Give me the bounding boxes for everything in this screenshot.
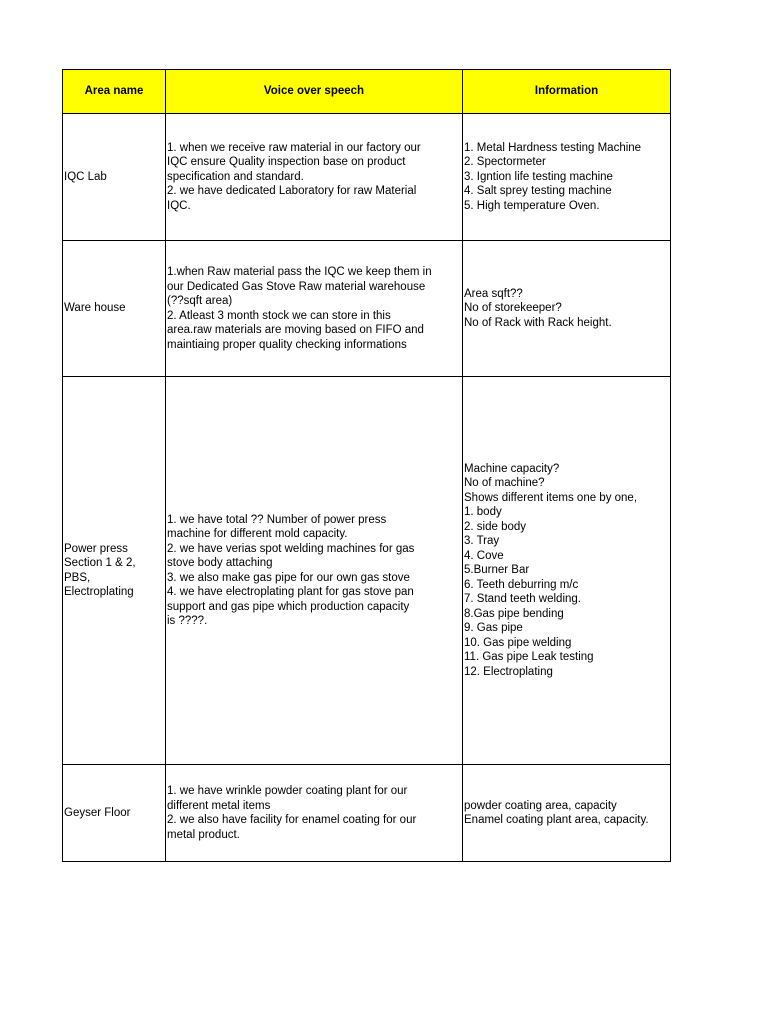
cell-text-line: 3. Igntion life testing machine [464, 170, 613, 183]
cell-text-line: 7. Stand teeth welding. [464, 593, 581, 606]
header-voice-over-speech: Voice over speech [166, 70, 463, 114]
cell-text-line: 6. Teeth deburring m/c [464, 578, 579, 591]
area-info-table [62, 69, 671, 862]
area-name-cell [63, 377, 166, 765]
cell-text-line: powder coating area, capacity [464, 799, 617, 812]
cell-text-line: 1. Metal Hardness testing Machine [464, 141, 642, 154]
header-information: Information [463, 70, 671, 114]
cell-text-line: machine for different mold capacity. [167, 528, 348, 540]
table-row [63, 114, 671, 241]
cell-text-line: 1. when we receive raw material in our factory our [167, 141, 421, 154]
cell-text-line: area.raw materials are moving based on FIFO and [167, 324, 424, 336]
cell-text-line: IQC Lab [64, 170, 107, 183]
cell-text-line: (??sqft area) [167, 295, 233, 307]
cell-text-line: 4. Salt sprey testing machine [464, 185, 612, 198]
cell-text-line: 1. body [464, 506, 502, 519]
cell-text-line: 2. Atleast 3 month stock we can store in this [167, 309, 391, 322]
cell-text-line: 5. High temperature Oven. [464, 199, 600, 212]
cell-text-line: 1. we have total ?? Number of power press [167, 513, 387, 526]
cell-text-line: our Dedicated Gas Stove Raw material warehouse [167, 280, 426, 293]
voice-over-cell [166, 241, 463, 377]
cell-text-line: 2. Spectormeter [464, 156, 546, 169]
cell-text-line: 2. we have dedicated Laboratory for raw Material [167, 185, 417, 198]
cell-text-line: No of machine? [464, 477, 545, 490]
header-row [63, 70, 671, 114]
cell-text-line: IQC ensure Quality inspection base on product [167, 156, 406, 169]
cell-text-line: Enamel coating plant area, capacity. [464, 814, 649, 826]
cell-text-line: 2. we also have facility for enamel coating for our [167, 814, 417, 826]
cell-text-line: support and gas pipe which production capacity [167, 600, 410, 613]
cell-text-line: 2. we have verias spot welding machines for gas [167, 542, 415, 555]
area-name-cell [63, 114, 166, 241]
cell-text-line: maintiaing proper quality checking informations [167, 338, 407, 351]
header-area-name: Area name [63, 70, 166, 114]
information-cell [463, 114, 671, 241]
cell-text-line: 8.Gas pipe bending [464, 607, 564, 620]
information-cell [463, 241, 671, 377]
cell-text-line: metal product. [167, 828, 240, 841]
cell-text-line: Electroplating [64, 586, 134, 598]
cell-text-line: 1.when Raw material pass the IQC we keep them in [167, 266, 432, 278]
cell-text-line: Section 1 & 2, [64, 557, 136, 569]
table-row [63, 377, 671, 765]
cell-text-line: 4. Cove [464, 549, 504, 562]
cell-text-line: 12. Electroplating [464, 665, 553, 678]
cell-text-line: 10. Gas pipe welding [464, 636, 572, 649]
cell-text-line: Ware house [64, 302, 126, 315]
cell-text-line: No of Rack with Rack height. [464, 316, 612, 329]
table-row [63, 765, 671, 862]
table-row [63, 241, 671, 377]
voice-over-cell [166, 377, 463, 765]
cell-text-line: 4. we have electroplating plant for gas stove pan [167, 586, 414, 598]
cell-text-line: 5.Burner Bar [464, 564, 530, 577]
cell-text-line: Geyser Floor [64, 806, 131, 819]
cell-text-line: PBS, [64, 571, 91, 584]
cell-text-line: stove body attaching [167, 557, 273, 569]
voice-over-cell [166, 114, 463, 241]
information-cell [463, 377, 671, 765]
cell-text-line: IQC. [167, 199, 191, 212]
cell-text-line: 3. Tray [464, 535, 500, 548]
cell-text-line: No of storekeeper? [464, 302, 562, 315]
cell-text-line: 1. we have wrinkle powder coating plant for our [167, 785, 408, 797]
cell-text-line: Area sqft?? [464, 287, 523, 300]
cell-text-line: Power press [64, 542, 128, 555]
cell-text-line: 11. Gas pipe Leak testing [464, 651, 594, 664]
voice-over-cell [166, 765, 463, 862]
cell-text-line: different metal items [167, 799, 271, 812]
cell-text-line: Machine capacity? [464, 462, 560, 475]
cell-text-line: Shows different items one by one, [464, 491, 638, 504]
information-cell [463, 765, 671, 862]
cell-text-line: 3. we also make gas pipe for our own gas stove [167, 571, 410, 584]
area-name-cell [63, 765, 166, 862]
cell-text-line: specification and standard. [167, 170, 304, 183]
cell-text-line: 2. side body [464, 520, 527, 533]
cell-text-line: 9. Gas pipe [464, 622, 523, 635]
cell-text-line: is ????. [167, 615, 208, 627]
area-name-cell [63, 241, 166, 377]
